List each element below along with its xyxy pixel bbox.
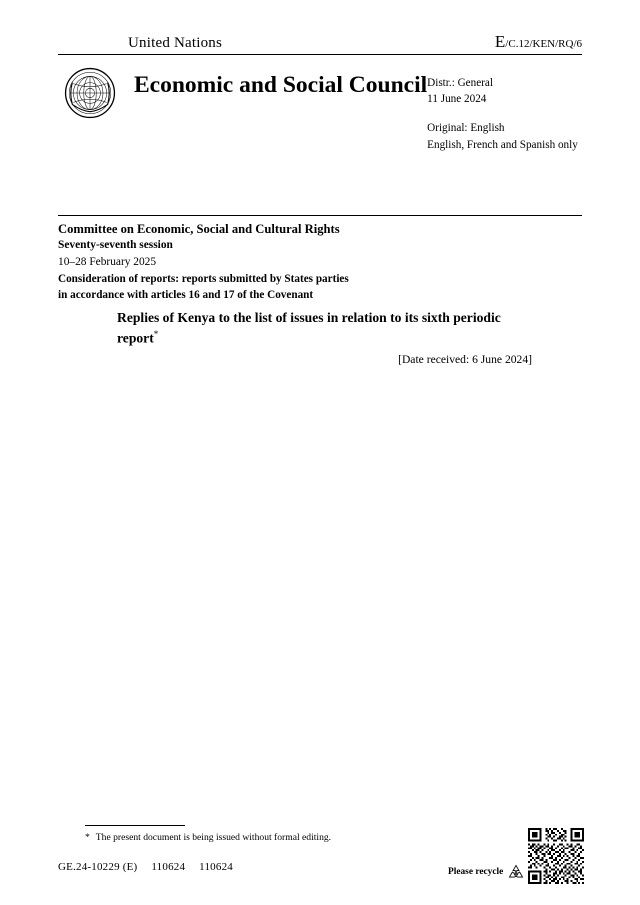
document-symbol-prefix: E <box>494 32 506 51</box>
agenda-line-1: Consideration of reports: reports submitted by States parties <box>58 273 349 286</box>
title-footnote-marker: * <box>153 329 159 340</box>
document-symbol-rest: /C.12/KEN/RQ/6 <box>505 38 582 50</box>
organization-name: United Nations <box>128 35 223 51</box>
section-divider <box>58 215 582 216</box>
recycle-notice <box>448 864 525 880</box>
document-symbol <box>495 32 582 52</box>
recycle-icon <box>507 864 525 880</box>
masthead <box>58 32 582 153</box>
qr-code-icon <box>528 828 584 884</box>
date-received: [Date received: 6 June 2024] <box>398 353 532 366</box>
recycle-label: Please recycle <box>448 867 504 877</box>
agenda-line-2: in accordance with articles 16 and 17 of the Covenant <box>58 289 314 302</box>
footnote-marker: * <box>85 832 90 843</box>
committee-session: Seventy-seventh session <box>58 239 173 251</box>
footnote-divider <box>85 825 185 826</box>
footer-code-2: 110624 <box>199 861 233 873</box>
masthead-topline <box>58 32 582 55</box>
distribution-spacer <box>427 107 592 120</box>
committee-session-dates: 10–28 February 2025 <box>58 255 157 268</box>
footer-code-1: 110624 <box>151 861 186 873</box>
footnote-text: The present document is being issued without formal editing. <box>95 832 332 843</box>
un-emblem-icon <box>64 67 116 119</box>
masthead-body <box>58 55 582 153</box>
page-title-text: Replies of Kenya to the list of issues in relation to its sixth periodic report <box>117 310 501 346</box>
available-languages: English, French and Spanish only <box>427 138 578 151</box>
distribution-label: Distr.: General <box>427 77 494 89</box>
organ-title: Economic and Social Council <box>134 72 428 98</box>
job-number-text: GE.24-10229 (E) <box>58 861 138 873</box>
page-title <box>117 308 537 349</box>
committee-block <box>58 221 582 304</box>
original-language: Original: English <box>427 122 505 135</box>
distribution-block <box>427 75 592 153</box>
distribution-date: 11 June 2024 <box>427 93 487 106</box>
footnote <box>85 832 331 843</box>
job-number <box>58 861 233 873</box>
committee-name: Committee on Economic, Social and Cultural Rights <box>58 222 340 236</box>
